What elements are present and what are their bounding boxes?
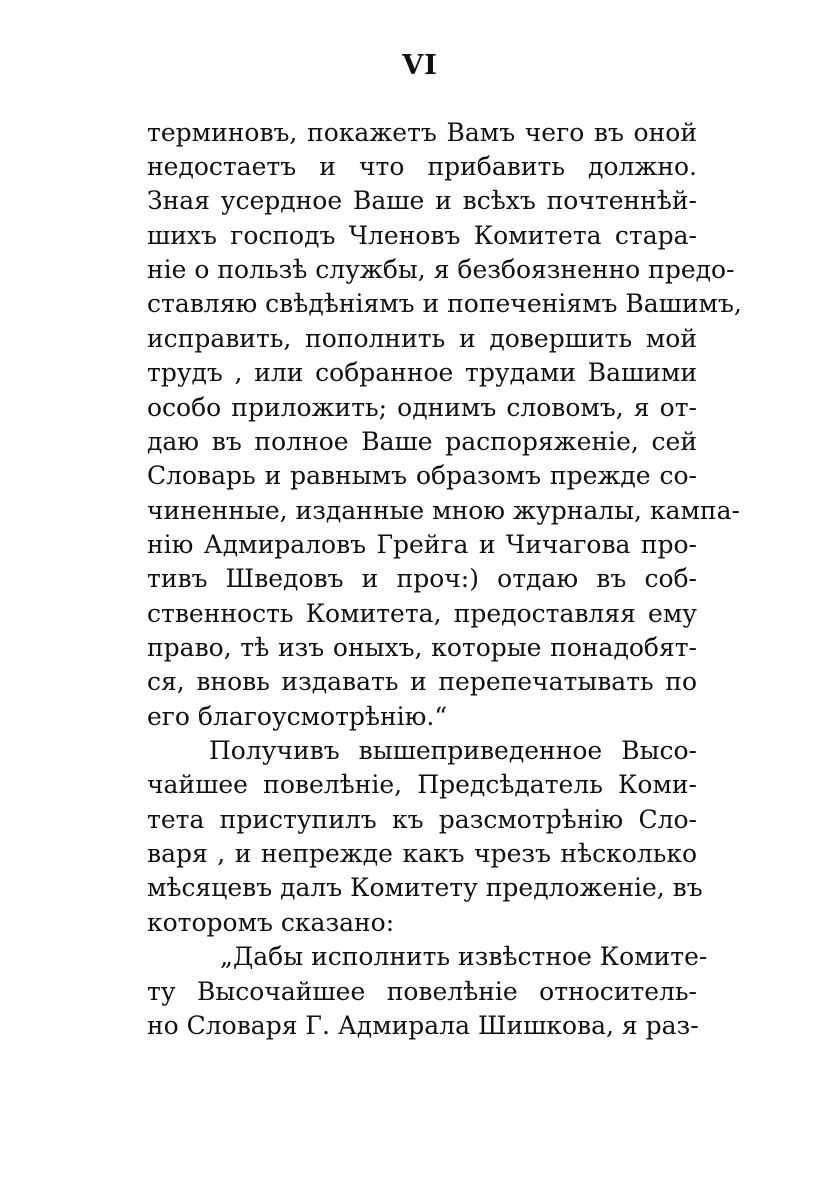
text-line: ніе о пользѣ службы, я безбоязненно предо-	[147, 255, 735, 284]
text-line: чиненные, изданные мною журналы, кампа-	[147, 496, 740, 525]
page-number: VI	[402, 50, 438, 81]
text-line: ту Высочайшее повелѣніе относитель-	[147, 977, 697, 1006]
text-line: но Словаря Г. Адмирала Шишкова, я раз-	[147, 1011, 699, 1040]
text-line: Зная усердное Ваше и всѣхъ почтеннѣй-	[147, 186, 697, 215]
text-line: „Дабы исполнить извѣстное Комите-	[220, 942, 708, 971]
text-line: недостаетъ и что прибавить должно.	[147, 152, 697, 181]
text-line: нію Адмираловъ Грейга и Чичагова про-	[147, 530, 697, 559]
text-line: ся, вновь издавать и перепечатывать по	[147, 667, 697, 696]
text-line: чайшее повелѣніе, Предсѣдатель Коми-	[147, 770, 697, 799]
text-line: ственность Комитета, предоставляя ему	[147, 599, 697, 628]
text-line: тивъ Шведовъ и проч:) отдаю въ соб-	[147, 564, 697, 593]
text-line: его благоусмотрѣнію.“	[147, 702, 448, 731]
text-line: терминовъ, покажетъ Вамъ чего въ оной	[147, 118, 697, 147]
text-line: право, тѣ изъ оныхъ, которые понадобят-	[147, 633, 697, 662]
text-line: варя , и непрежде какъ чрезъ нѣсколько	[147, 839, 697, 868]
text-line: Словарь и равнымъ образомъ прежде со-	[147, 461, 697, 490]
text-line: особо приложить; однимъ словомъ, я от-	[147, 393, 697, 422]
text-line: ставляю свѣдѣніямъ и попеченіямъ Вашимъ,	[147, 289, 742, 318]
text-line: Получивъ вышеприведенное Высо-	[209, 736, 697, 765]
text-line: шихъ господъ Членовъ Комитета стара-	[147, 221, 697, 250]
text-line: трудъ , или собранное трудами Вашими	[147, 358, 697, 387]
text-line: которомъ сказано:	[147, 908, 395, 937]
text-line: даю въ полное Ваше распоряженіе, сей	[147, 427, 697, 456]
text-line: исправить, пополнить и довершить мой	[147, 324, 697, 353]
text-line: мѣсяцевъ далъ Комитету предложеніе, въ	[147, 873, 703, 902]
text-line: тета приступилъ къ разсмотрѣнію Сло-	[147, 805, 697, 834]
